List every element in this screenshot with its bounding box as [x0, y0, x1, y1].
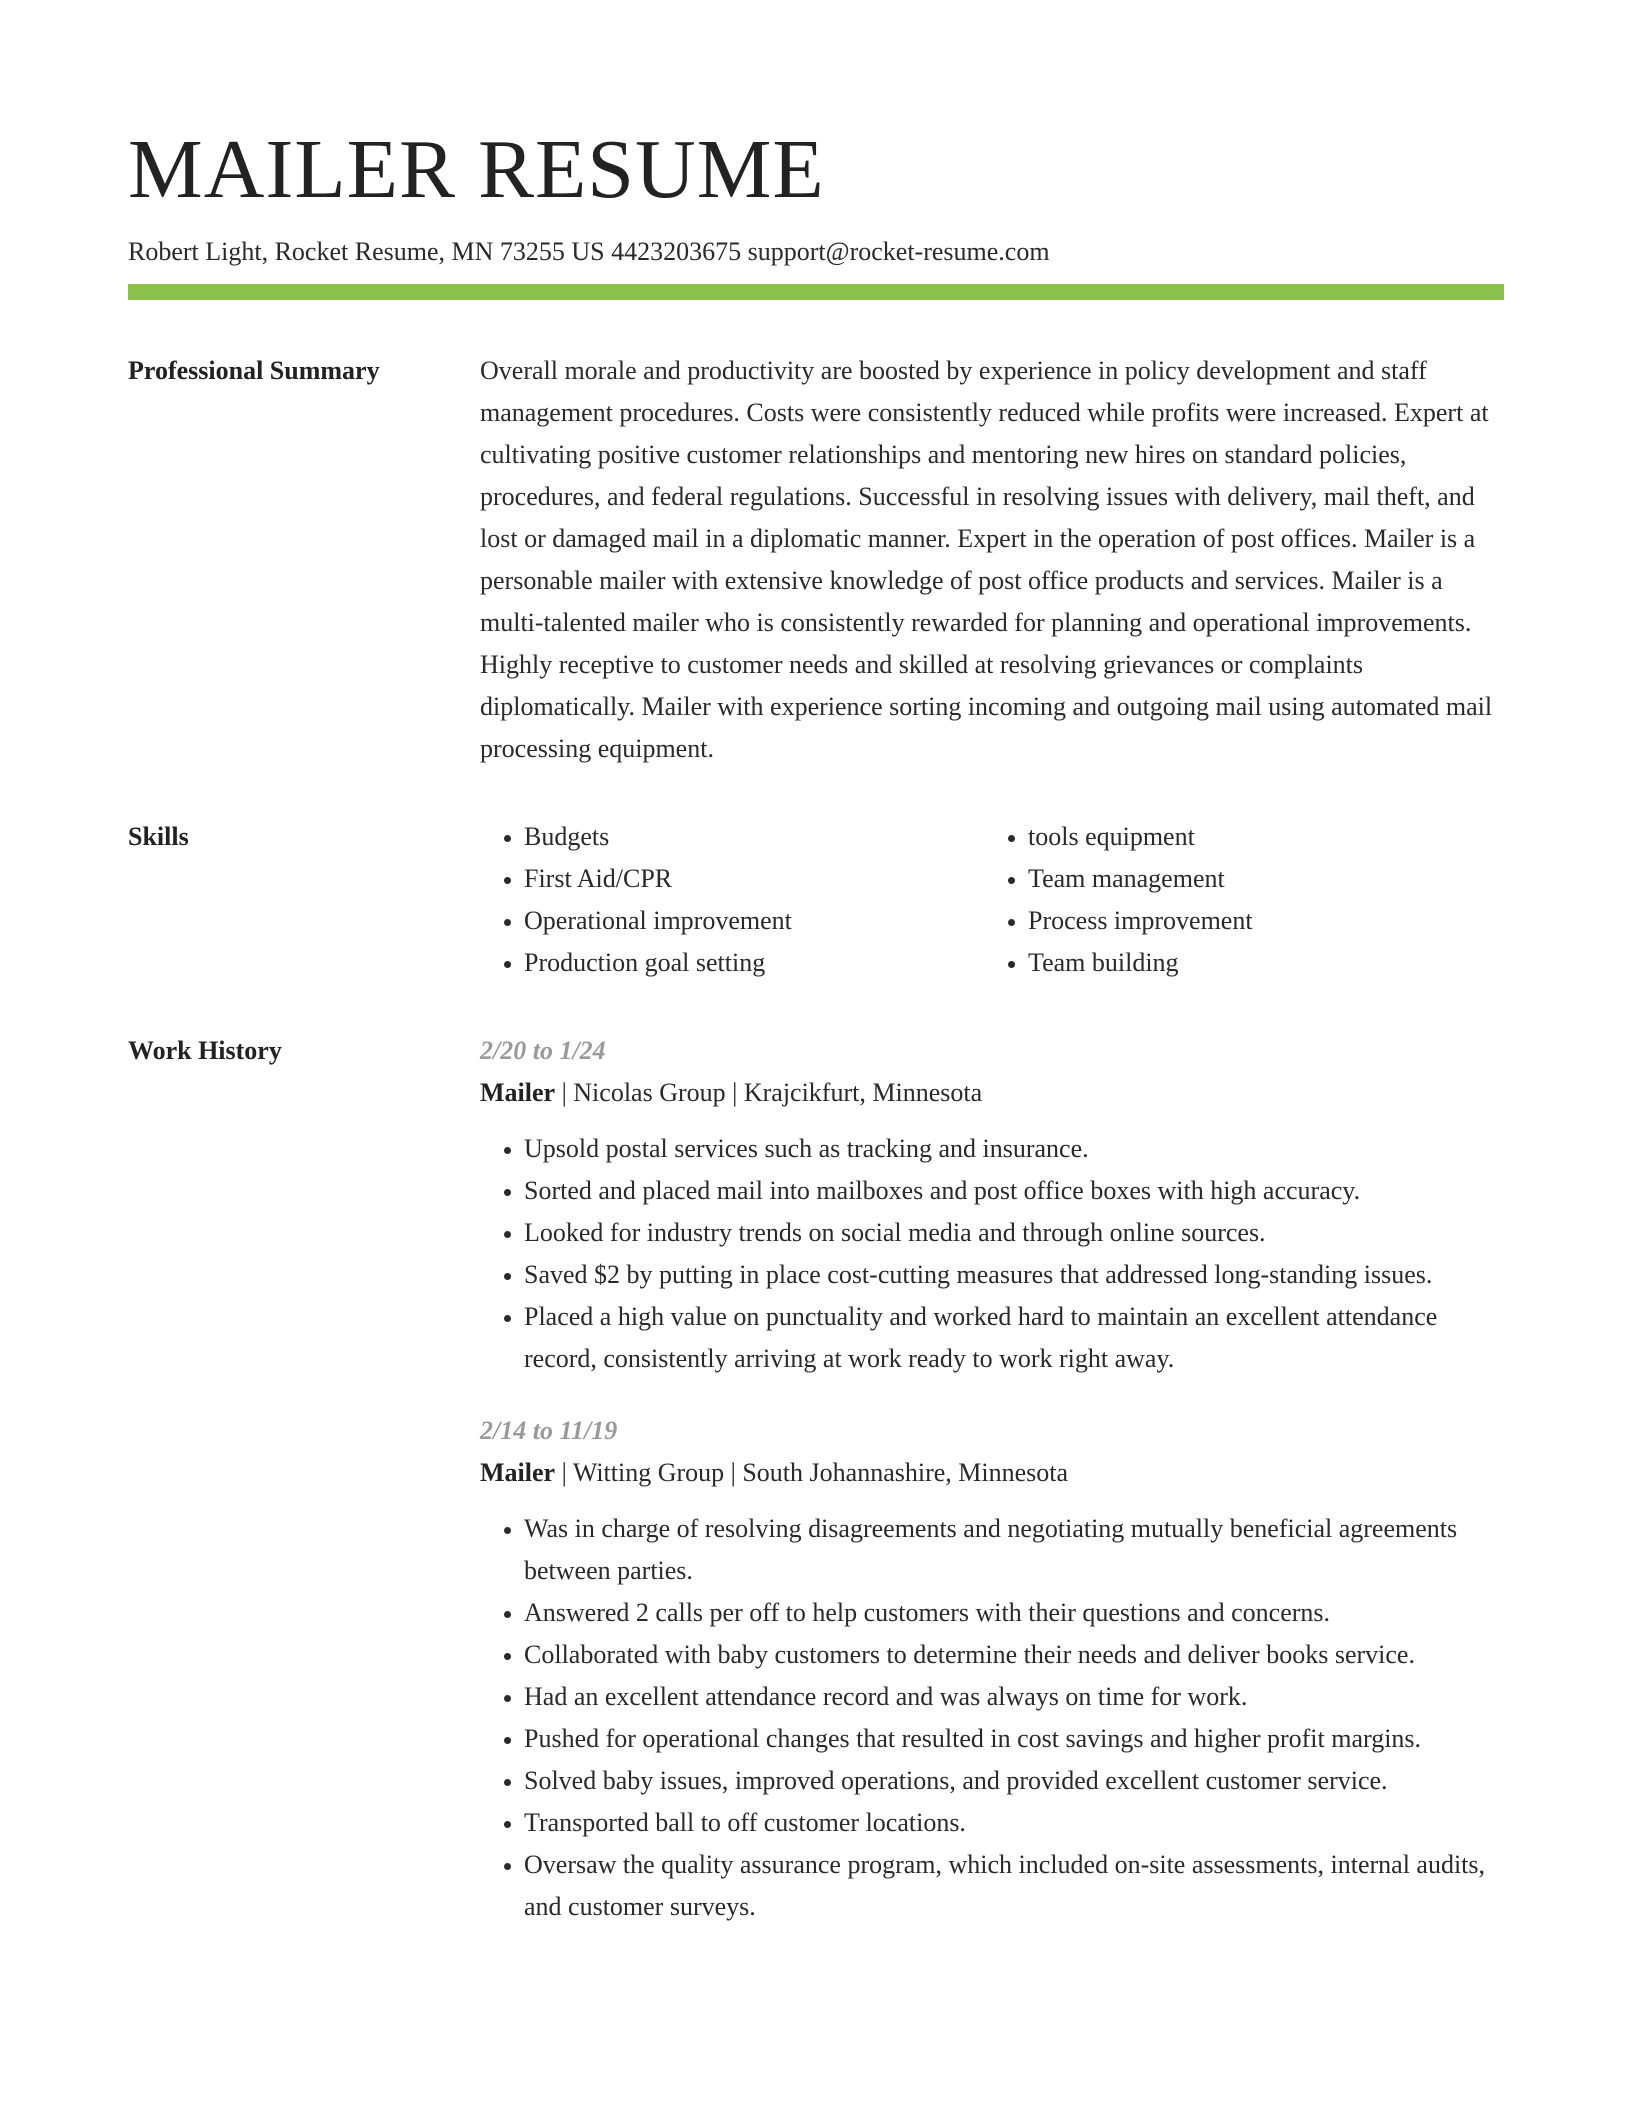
job-details: | Nicolas Group | Krajcikfurt, Minnesota: [555, 1078, 983, 1107]
skill-item: • Budgets: [524, 816, 984, 858]
job-title-line: [480, 1452, 1504, 1494]
summary-text: Overall morale and productivity are boosted by experience in policy development and staff management procedures. Costs were consistently reduced while profits were increased. Expert at cultivating positive customer relationships and mentoring new hires on standard policies, procedures, and federal regulations. Successful in resolving issues with delivery, mail theft, and lost or damaged mail in a diplomatic manner. Expert in the operation of post offices. Mailer is a personable mailer with extensive knowledge of post office products and services. Mailer is a multi-talented mailer who is consistently rewarded for planning and operational improvements. Highly receptive to customer needs and skilled at resolving grievances or complaints diplomatically. Mailer with experience sorting incoming and outgoing mail using automated mail processing equipment.: [480, 356, 1493, 763]
skills-body: [480, 816, 1504, 984]
job-entry: [480, 1030, 1504, 1380]
job-title: Mailer: [480, 1458, 556, 1487]
header-divider: [128, 284, 1504, 300]
job-dates: 2/20 to 1/24: [480, 1036, 606, 1065]
job-bullet: • Placed a high value on punctuality and worked hard to maintain an excellent attendance record, consistently arriving at work ready to work right away.: [524, 1296, 1504, 1380]
skill-item: • Process improvement: [1028, 900, 1488, 942]
job-details: | Witting Group | South Johannashire, Minnesota: [555, 1458, 1069, 1487]
job-bullet: • Transported ball to off customer locations.: [524, 1802, 1504, 1844]
skill-item: • Team building: [1028, 942, 1488, 984]
skill-item: • First Aid/CPR: [524, 858, 984, 900]
job-bullet: • Looked for industry trends on social media and through online sources.: [524, 1212, 1504, 1254]
job-bullet: • Was in charge of resolving disagreements and negotiating mutually beneficial agreements between parties.: [524, 1508, 1504, 1592]
job-bullets: [480, 1128, 1504, 1380]
work-history-body: [480, 1030, 1504, 1928]
job-bullet: • Pushed for operational changes that resulted in cost savings and higher profit margins.: [524, 1718, 1504, 1760]
skill-item: • tools equipment: [1028, 816, 1488, 858]
skill-item: • Operational improvement: [524, 900, 984, 942]
job-bullet: • Oversaw the quality assurance program, which included on-site assessments, internal audits, and customer surveys.: [524, 1844, 1504, 1928]
work-history-section: [128, 1030, 1504, 1928]
job-bullet: • Collaborated with baby customers to determine their needs and deliver books service.: [524, 1634, 1504, 1676]
job-title-line: [480, 1072, 1504, 1114]
job-bullet: • Upsold postal services such as tracking and insurance.: [524, 1128, 1504, 1170]
job-title: Mailer: [480, 1078, 556, 1107]
skills-list-left: [480, 816, 984, 984]
skill-item: • Production goal setting: [524, 942, 984, 984]
skill-item: • Team management: [1028, 858, 1488, 900]
job-entry: [480, 1410, 1504, 1928]
job-bullet: • Sorted and placed mail into mailboxes and post office boxes with high accuracy.: [524, 1170, 1504, 1212]
job-bullets: [480, 1508, 1504, 1928]
job-bullet: • Had an excellent attendance record and was always on time for work.: [524, 1676, 1504, 1718]
job-bullet: • Solved baby issues, improved operations, and provided excellent customer service.: [524, 1760, 1504, 1802]
job-bullet: • Answered 2 calls per off to help customers with their questions and concerns.: [524, 1592, 1504, 1634]
skills-section: [128, 816, 1504, 984]
work-history-heading: Work History: [128, 1036, 282, 1065]
summary-section: [128, 350, 1504, 770]
skills-list-right: [984, 816, 1488, 984]
summary-body: [480, 350, 1504, 770]
job-dates: 2/14 to 11/19: [480, 1416, 618, 1445]
contact-line: Robert Light, Rocket Resume, MN 73255 US 4423203675 support@rocket-resume.com: [128, 237, 1050, 266]
job-bullet: • Saved $2 by putting in place cost-cutting measures that addressed long-standing issues.: [524, 1254, 1504, 1296]
skills-heading: Skills: [128, 822, 189, 851]
resume-title: MAILER RESUME: [128, 123, 825, 216]
summary-heading: Professional Summary: [128, 356, 380, 385]
resume-page: [128, 0, 1504, 1928]
